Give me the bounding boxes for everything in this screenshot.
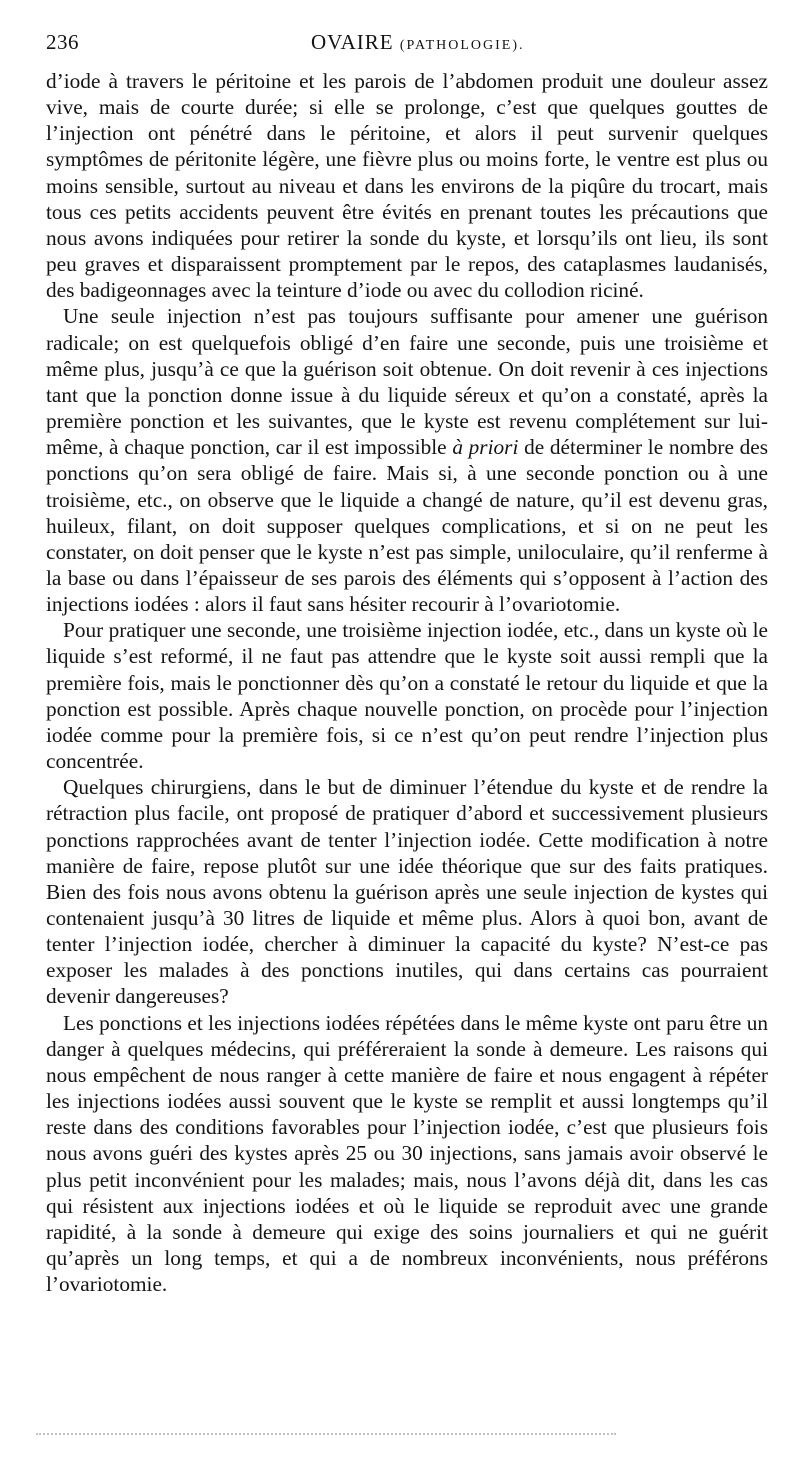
footer-divider bbox=[36, 1433, 616, 1435]
paragraph-repeated-punctions: Les ponctions et les injections iodées répétées dans le même kyste ont paru être un danger à quelques médecins, qui préféreraient la sonde à demeure. Les raisons qui nous empêchent de nous ranger à cette manière de faire et nous engagent à répéter les injections iodées aussi souvent que le kyste se remplit et aussi longtemps qu’il reste dans des conditions favorables pour l’injection iodée, c’est que plusieurs fois nous avons guéri des kystes après 25 ou 30 injections, sans jamais avoir observé le plus petit inconvénient pour les malades; mais, nous l’avons déjà dit, dans les cas qui résistent aux injections iodées et où le liquide se reproduit avec une grande rapidité, à la sonde à demeure qui exige des soins journaliers et qui ne guérit qu’après un long temps, et qui a de nombreux inconvénients, nous préférons l’ovariotomie. bbox=[46, 1010, 768, 1297]
page-number: 236 bbox=[46, 30, 79, 54]
book-page bbox=[46, 22, 768, 1297]
running-title-subtitle: (PATHOLOGIE). bbox=[399, 38, 525, 53]
paragraph-repeat-injections bbox=[46, 303, 768, 617]
running-header bbox=[46, 22, 768, 62]
emphasis-text: à priori bbox=[452, 435, 519, 460]
paragraph-text: de déterminer le nombre des ponctions qu’on sera obligé de faire. Mais si, à une seconde ponction ou à une troisième, etc., on observe que le liquide a changé de nature, qu’il est devenu gras, huileux, filant, on doit supposer quelques complications, et si on ne peut les constater, on doit penser que le kyste n’est pas simple, uniloculaire, qu’il renferme à la base ou dans l’épaisseur de ses parois des éléments qui s’opposent à l’action des injections iodées : alors il faut sans hésiter recourir à l’ovariotomie. bbox=[46, 435, 769, 617]
paragraph-continued: d’iode à travers le péritoine et les parois de l’abdomen produit une douleur assez vive, mais de courte durée; si elle se prolonge, c’est que quelques gouttes de l’injection ont pénétré dans le péritoine, et alors il peut survenir quelques symptômes de péritonite légère, une fièvre plus ou moins forte, le ventre est plus ou moins sensible, surtout au niveau et dans les environs de la piqûre du trocart, mais tous ces petits accidents peuvent être évités en prenant toutes les précautions que nous avons indiquées pour retirer la sonde du kyste, et lorsqu’ils ont lieu, ils sont peu graves et disparaissent promptement par le repos, des cataplasmes laudanisés, des badigeonnages avec la teinture d’iode ou avec du collodion riciné. bbox=[46, 69, 768, 303]
body-text bbox=[46, 68, 768, 1297]
running-title bbox=[311, 30, 525, 55]
paragraph-surgeons: Quelques chirurgiens, dans le but de diminuer l’étendue du kyste et de rendre la rétraction plus facile, ont proposé de pratiquer d’abord et successivement plusieurs ponctions rapprochées avant de tenter l’injection iodée. Cette modification à notre manière de faire, repose plutôt sur une idée théorique que sur des faits pratiques. Bien des fois nous avons obtenu la guérison après une seule injection de kystes qui contenaient jusqu’à 30 litres de liquide et même plus. Alors à quoi bon, avant de tenter l’injection iodée, chercher à diminuer la capacité du kyste? N’est-ce pas exposer les malades à des ponctions inutiles, qui dans certains cas pourraient devenir dangereuses? bbox=[46, 775, 768, 1009]
running-title-main: OVAIRE bbox=[311, 30, 394, 54]
paragraph-second-injection: Pour pratiquer une seconde, une troisième injection iodée, etc., dans un kyste où le liquide s’est reformé, il ne faut pas attendre que le kyste soit aussi rempli que la première fois, mais le ponctionner dès qu’on a constaté le retour du liquide et que la ponction est possible. Après chaque nouvelle ponction, on procède pour l’injection iodée comme pour la première fois, si ce n’est qu’on peut rendre l’injection plus concentrée. bbox=[46, 618, 768, 774]
paragraph-text: Une seule injection n’est pas toujours suffisante pour amener une guérison radicale; on est quelquefois obligé d’en faire une seconde, puis une troisième et même plus, jusqu’à ce que la guérison soit obtenue. On doit revenir à ces injections tant que la ponction donne issue à du liquide séreux et qu’on a constaté, après la première ponction et les suivantes, que le kyste est revenu complétement sur lui-même, à chaque ponction, car il est impossible bbox=[46, 304, 768, 460]
